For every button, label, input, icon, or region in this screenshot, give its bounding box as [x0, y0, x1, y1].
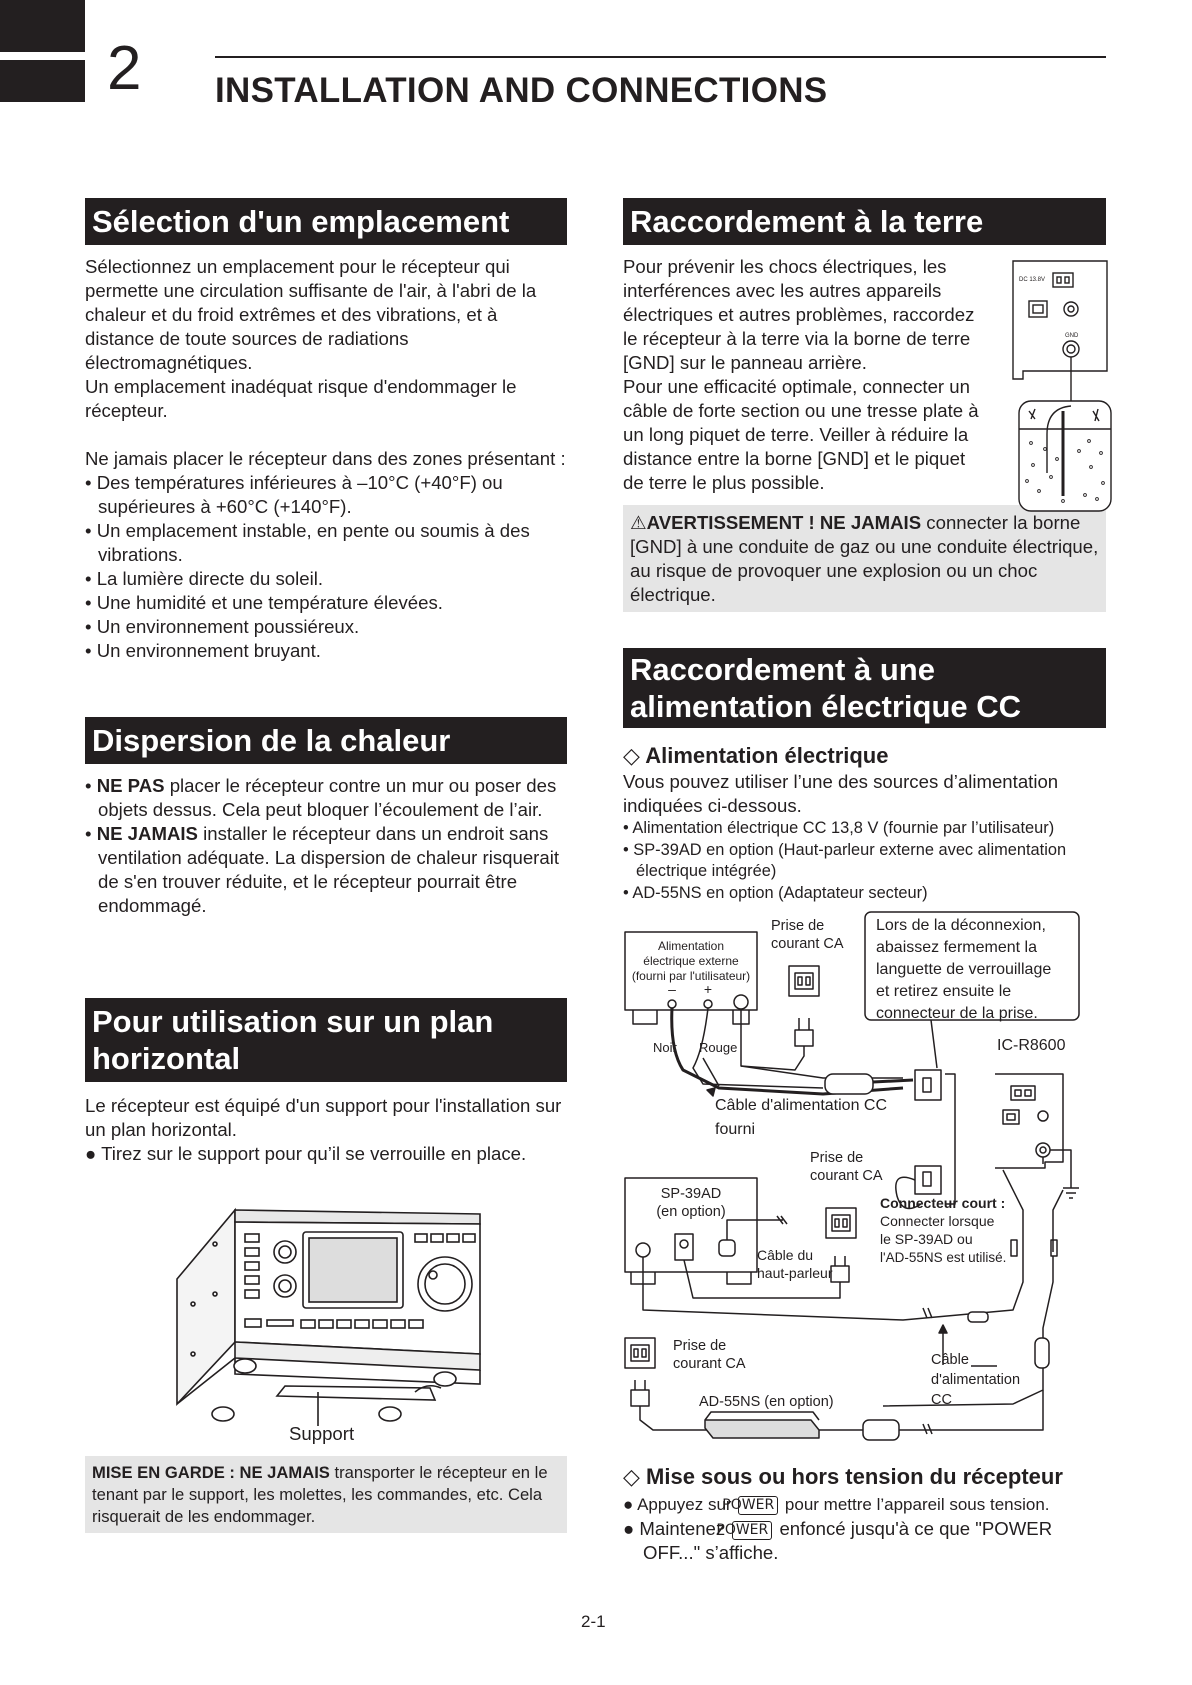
section-heading-horizontal: Pour utilisation sur un plan horizontal	[85, 998, 567, 1082]
list-item: • Un emplacement instable, en pente ou soumis à des vibrations.	[85, 520, 530, 565]
callout-line-4: et retirez ensuite le	[876, 983, 1012, 1000]
chapter-tab-lower	[0, 60, 85, 102]
power-key-icon: POWER	[738, 1496, 778, 1515]
left-column	[85, 198, 567, 1533]
outlet-2-label-1: Prise de	[810, 1150, 864, 1166]
horizontal-list	[85, 1142, 567, 1166]
outlet-3-label-2: courant CA	[673, 1356, 746, 1372]
cable-label-1: Câble	[931, 1352, 969, 1368]
chapter-title: INSTALLATION AND CONNECTIONS	[215, 71, 828, 110]
selection-para-1: Sélectionnez un emplacement pour le récepteur qui permette une circulation suffisante de l'air, à l'abri de la chaleur et du froid extrêmes et des vibrations, et à distance de toute sources de radiations électromagnétiques.	[85, 256, 537, 373]
list-item: • AD-55NS en option (Adaptateur secteur)	[623, 883, 928, 902]
horizontal-para: Le récepteur est équipé d'un support pour l'installation sur un plan horizontal.	[85, 1095, 562, 1140]
outlet-1-label-1: Prise de	[771, 918, 825, 934]
callout-line-3: languette de verrouillage	[876, 961, 1052, 978]
dc-cable-label-1: Câble d'alimentation CC	[715, 1097, 888, 1114]
panel-label-gnd: GND	[1065, 333, 1079, 339]
list-item: • SP-39AD en option (Haut-parleur externe avec alimentation électrique intégrée)	[623, 840, 1067, 880]
section-heading-dc: Raccordement à une alimentation électrique CC	[623, 648, 1106, 728]
outlet-1-label-2: courant CA	[771, 936, 844, 952]
list-item: • Un environnement poussiéreux.	[85, 616, 360, 637]
short-connector-line-4: l'AD-55NS est utilisé.	[880, 1250, 1007, 1265]
list-item: • Un environnement bruyant.	[85, 640, 321, 661]
list-item: ● Tirez sur le support pour qu’il se verrouille en place.	[85, 1143, 527, 1164]
outlet-2-label-2: courant CA	[810, 1168, 883, 1184]
caution-note: MISE EN GARDE : NE JAMAIS transporter le récepteur en le tenant par le support, les molettes, les commandes, etc. Cela risquerait de les endommager.	[85, 1456, 567, 1533]
dc-list	[623, 818, 1106, 904]
sp-label-1: SP-39AD	[660, 1186, 722, 1202]
short-connector-title: Connecteur court :	[880, 1195, 1006, 1211]
psu-label-2: électrique externe	[643, 954, 739, 968]
subheading-power-onoff: ◇ Mise sous ou hors tension du récepteur	[623, 1464, 1063, 1489]
selection-para-2: Un emplacement inadéquat risque d'endommager le récepteur.	[85, 376, 517, 421]
panel-label-dc: DC 13.8V	[1019, 277, 1046, 283]
list-item: ● Maintenez POWER enfoncé jusqu'à ce que "POWER OFF..." s’affiche.	[623, 1518, 1053, 1563]
wire-label-red: Rouge	[699, 1040, 738, 1055]
psu-plus: +	[703, 981, 713, 997]
list-item: • NE JAMAIS installer le récepteur dans un endroit sans ventilation adéquate. La dispersion de chaleur risquerait de s'en trouver réduite, et le récepteur pourrait être endommagé.	[85, 823, 560, 916]
sp-label-2: (en option)	[656, 1204, 726, 1220]
support-label: Support	[289, 1423, 355, 1444]
right-column	[623, 198, 1106, 1565]
ground-illustration	[1011, 251, 1121, 516]
psu-label-3: (fourni par l'utilisateur)	[631, 969, 751, 983]
outlet-3-label-1: Prise de	[673, 1338, 727, 1354]
power-list	[623, 1493, 1106, 1565]
selection-intro: Ne jamais placer le récepteur dans des zones présentant :	[85, 448, 566, 469]
cable-label-2: d'alimentation	[931, 1372, 1021, 1388]
list-item: • NE PAS placer le récepteur contre un mur ou poser des objets dessus. Cela peut bloquer l’écoulement de l’air.	[85, 775, 557, 820]
dispersion-list	[85, 774, 567, 918]
short-connector-line-2: Connecter lorsque	[880, 1213, 995, 1229]
power-key-icon: POWER	[732, 1521, 772, 1540]
list-item: • Alimentation électrique CC 13,8 V (fournie par l’utilisateur)	[623, 819, 1055, 837]
subheading-power-supply: ◇ Alimentation électrique	[623, 743, 889, 768]
section-heading-ground: Raccordement à la terre	[623, 198, 1106, 245]
list-item: • Une humidité et une température élevées.	[85, 592, 443, 613]
callout-line-2: abaissez fermement la	[876, 939, 1037, 956]
speaker-cable-label-1: Câble du	[757, 1247, 814, 1263]
ground-text	[623, 255, 983, 495]
callout-line-1: Lors de la déconnexion,	[876, 917, 1046, 934]
adapter-label: AD-55NS (en option)	[699, 1394, 834, 1410]
receiver-stand-illustration	[85, 1174, 567, 1432]
connection-diagram	[623, 910, 1106, 1455]
short-connector-line-3: le SP-39AD ou	[880, 1231, 973, 1247]
psu-minus: –	[668, 981, 676, 997]
wire-label-black: Noir	[653, 1040, 677, 1055]
list-item: • Des températures inférieures à –10°C (+40°F) ou supérieures à +60°C (+140°F).	[85, 472, 503, 517]
chapter-number: 2	[107, 34, 142, 103]
dc-cable-label-2: fourni	[715, 1121, 756, 1138]
section-heading-dispersion: Dispersion de la chaleur	[85, 717, 567, 764]
page-number: 2-1	[581, 1612, 606, 1631]
speaker-cable-label-2: haut-parleur	[757, 1265, 833, 1281]
selection-list	[85, 471, 567, 663]
ground-para-1: Pour prévenir les chocs électriques, les interférences avec les autres appareils électriques et autres problèmes, raccordez le récepteur à la terre via la borne de terre [GND] sur le panneau arrière.	[623, 256, 975, 373]
radio-label: IC-R8600	[997, 1037, 1066, 1054]
list-item: • La lumière directe du soleil.	[85, 568, 324, 589]
cable-label-3: CC	[931, 1392, 952, 1408]
chapter-rule	[215, 56, 1106, 58]
ground-warning: ⚠AVERTISSEMENT ! NE JAMAIS connecter la borne [GND] à une conduite de gaz ou une conduite électrique, au risque de provoquer une explosion ou un choc électrique.	[623, 505, 1106, 612]
dc-intro: Vous pouvez utiliser l’une des sources d’alimentation indiquées ci-dessous.	[623, 771, 1059, 816]
psu-label-1: Alimentation	[657, 939, 725, 953]
callout-line-5: connecteur de la prise.	[876, 1005, 1038, 1022]
section-heading-selection: Sélection d'un emplacement	[85, 198, 567, 245]
ground-para-2: Pour une efficacité optimale, connecter un câble de forte section ou une tresse plate à un long piquet de terre. Veiller à réduire la distance entre la borne [GND] et le piquet de terre le plus possible.	[623, 376, 979, 493]
chapter-tab-upper	[0, 0, 85, 52]
list-item: ● Appuyez sur POWER pour mettre l’appareil sous tension.	[623, 1495, 1050, 1514]
